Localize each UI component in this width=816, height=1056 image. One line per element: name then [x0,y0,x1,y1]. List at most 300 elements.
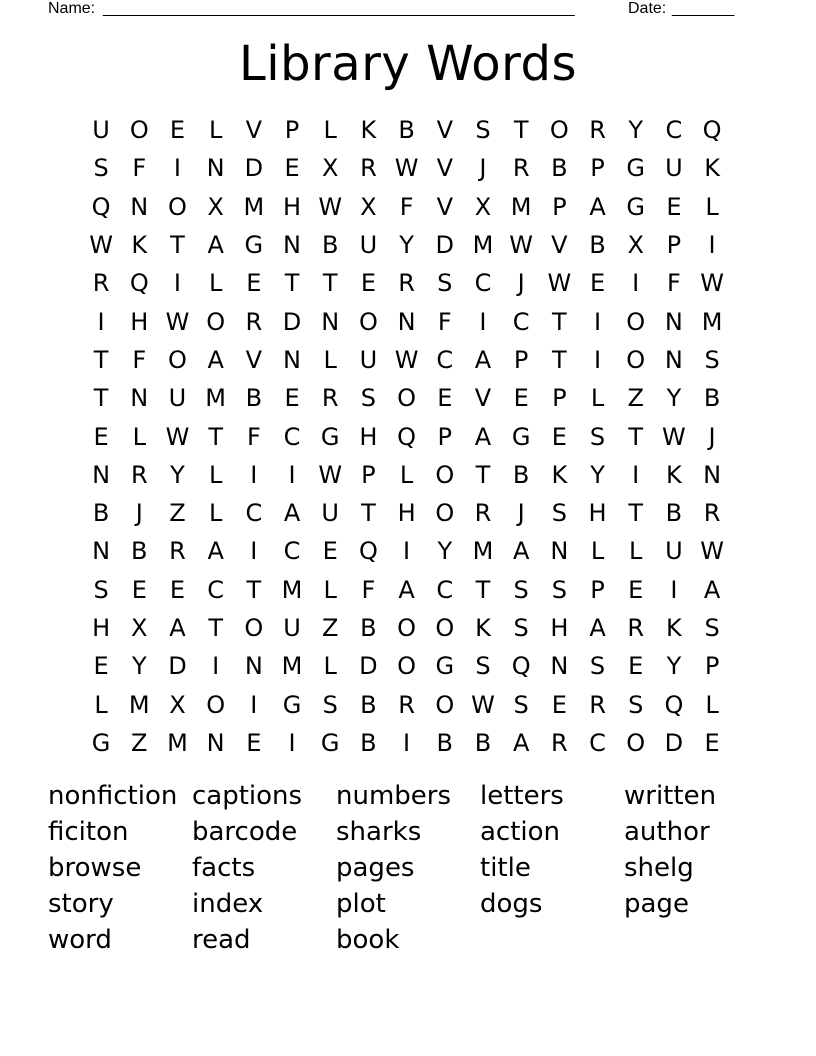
grid-letter: R [130,460,148,489]
grid-letter: K [551,460,568,489]
grid-row [82,379,732,417]
grid-letter: T [552,345,567,374]
grid-letter: U [283,614,301,642]
grid-letter: E [93,652,109,681]
word-list-item: written [624,781,717,811]
grid-letter: I [403,537,411,566]
grid-letter: V [436,116,453,145]
grid-letter: E [169,116,186,145]
word-list [48,778,768,958]
grid-letter: N [664,345,683,374]
grid-letter: M [243,192,265,221]
grid-letter: S [513,690,529,719]
grid-letter: I [403,728,411,757]
grid-letter: Y [170,460,185,489]
grid-row [82,494,732,532]
grid-letter: I [250,690,258,719]
grid-letter: Y [666,652,682,681]
grid-letter: P [704,652,720,681]
grid-letter: N [550,537,569,566]
grid-letter: Y [437,537,453,566]
word-list-item: nonfiction [48,781,178,811]
word-list-item: read [192,925,251,955]
grid-letter: D [244,154,264,183]
grid-letter: Z [627,384,644,413]
word-list-item: plot [336,889,386,919]
grid-letter: A [207,345,224,374]
word-list-item: letters [480,781,564,811]
grid-letter: P [590,575,605,604]
grid-letter: G [282,690,302,719]
grid-letter: O [626,728,646,757]
grid-letter: A [589,192,606,221]
grid-letter: C [436,575,454,604]
grid-letter: S [628,690,644,719]
grid-letter: T [93,345,109,374]
grid-letter: S [322,690,338,719]
grid-letter: M [701,307,723,336]
grid-letter: Y [628,116,644,145]
grid-letter: T [475,460,491,489]
grid-row [82,417,732,455]
grid-letter: R [245,307,263,336]
grid-letter: D [282,307,302,336]
grid-letter: Q [702,116,722,145]
grid-letter: B [551,154,568,183]
grid-letter: R [589,116,606,145]
grid-letter: D [435,231,455,260]
grid-letter: H [588,499,607,528]
grid-letter: A [207,537,224,566]
grid-letter: B [92,499,110,528]
grid-letter: H [550,614,569,642]
grid-letter: B [474,728,492,757]
grid-letter: L [94,690,108,719]
grid-letter: W [394,154,419,183]
grid-letter: N [703,460,722,489]
grid-letter: T [552,307,567,336]
word-list-item: captions [192,781,303,811]
grid-letter: T [284,269,300,298]
grid-row [82,226,732,264]
grid-letter: A [512,728,530,757]
name-field-line: _____________________________________________________ [103,0,575,17]
grid-letter: L [323,652,337,681]
grid-letter: B [360,728,377,757]
grid-letter: C [245,499,263,528]
grid-row [82,685,732,723]
grid-letter: V [551,231,568,260]
grid-row [82,609,732,647]
grid-letter: E [246,728,262,757]
grid-letter: H [130,307,149,336]
grid-letter: Y [399,231,414,260]
grid-letter: B [131,537,148,566]
word-list-item: story [48,889,114,919]
grid-letter: G [320,728,340,757]
grid-letter: F [132,154,147,183]
grid-letter: O [168,192,187,221]
grid-letter: L [323,116,337,145]
grid-letter: C [283,537,301,566]
grid-letter: T [361,499,376,528]
grid-letter: L [590,537,605,566]
grid-row [82,111,732,149]
grid-letter: M [472,537,494,566]
grid-letter: O [129,116,149,145]
grid-letter: V [245,116,263,145]
grid-letter: W [394,345,419,374]
grid-letter: Z [169,499,186,528]
grid-letter: H [283,192,302,221]
grid-letter: X [474,192,492,221]
grid-letter: E [360,269,376,298]
grid-letter: B [589,231,606,260]
grid-letter: W [165,307,190,336]
word-list-item: browse [48,853,142,883]
grid-letter: S [551,499,567,528]
grid-letter: X [360,192,377,221]
grid-letter: S [513,614,529,642]
word-list-item: sharks [336,817,422,847]
grid-letter: M [281,652,303,681]
grid-letter: T [93,384,109,413]
header [48,0,748,20]
grid-letter: U [665,154,683,183]
grid-letter: I [479,307,487,336]
grid-letter: R [398,690,415,719]
grid-letter: N [206,728,225,757]
grid-letter: W [165,422,190,451]
word-list-item: facts [192,853,256,883]
grid-letter: S [93,154,109,183]
word-list-item: page [624,889,689,919]
grid-letter: J [517,269,525,298]
grid-letter: T [322,269,338,298]
grid-letter: C [207,575,225,604]
word-list-item: ficiton [48,817,129,847]
grid-letter: W [509,231,534,260]
grid-letter: R [169,537,186,566]
grid-letter: Q [397,422,417,451]
grid-letter: S [589,652,606,681]
grid-letter: D [359,652,378,681]
grid-letter: I [632,460,640,489]
word-list-item: word [48,925,112,955]
grid-letter: X [627,231,644,260]
word-list-item: action [480,817,561,847]
grid-letter: T [246,575,262,604]
grid-letter: C [665,116,683,145]
grid-letter: P [666,231,682,260]
grid-letter: D [168,652,187,681]
grid-letter: A [474,345,492,374]
grid-letter: T [628,499,644,528]
grid-letter: R [321,384,339,413]
grid-letter: R [703,499,721,528]
grid-letter: V [436,192,453,221]
grid-letter: L [323,575,337,604]
grid-letter: U [665,537,683,566]
word-list-item: title [480,853,531,883]
grid-letter: O [244,614,264,642]
grid-letter: I [593,307,602,336]
grid-letter: I [288,460,296,489]
grid-letter: E [513,384,529,413]
word-list-item: barcode [192,817,298,847]
grid-letter: T [475,575,491,604]
word-search-grid [82,111,732,762]
grid-letter: N [550,652,569,681]
grid-letter: N [130,384,149,413]
grid-letter: G [626,154,646,183]
grid-letter: K [131,231,148,260]
grid-letter: U [168,384,187,413]
grid-letter: P [361,460,376,489]
grid-letter: O [626,307,646,336]
grid-letter: W [700,537,724,566]
grid-letter: A [398,575,415,604]
grid-letter: L [705,192,719,221]
grid-letter: E [169,575,186,604]
grid-letter: W [89,231,113,260]
grid-row [82,456,732,494]
grid-letter: K [360,116,377,145]
grid-letter: A [283,499,301,528]
grid-letter: I [593,345,602,374]
grid-letter: I [670,575,678,604]
grid-letter: O [206,690,226,719]
grid-letter: W [471,690,495,719]
grid-letter: G [511,422,531,451]
grid-row [82,724,732,762]
grid-letter: L [629,537,643,566]
word-list-item: book [336,925,400,955]
grid-letter: A [169,614,186,642]
grid-row [82,302,732,340]
grid-letter: A [512,537,530,566]
grid-letter: W [318,192,343,221]
grid-letter: X [131,614,148,642]
grid-letter: S [360,384,377,413]
grid-letter: R [398,269,415,298]
grid-letter: V [474,384,492,413]
grid-letter: A [474,422,492,451]
grid-letter: E [322,537,338,566]
grid-letter: R [360,154,377,183]
grid-letter: I [173,269,181,298]
grid-letter: M [281,575,303,604]
page-title: Library Words [239,36,577,92]
grid-letter: B [360,614,377,642]
grid-letter: G [320,422,340,451]
grid-letter: N [397,307,416,336]
grid-row [82,571,732,609]
grid-letter: Q [358,537,378,566]
grid-letter: G [626,192,646,221]
grid-letter: L [208,460,223,489]
word-list-item: numbers [336,781,452,811]
grid-letter: O [435,614,455,642]
grid-letter: F [437,307,452,336]
grid-letter: W [547,269,572,298]
grid-letter: U [92,116,110,145]
grid-letter: J [708,422,716,451]
grid-letter: W [700,269,724,298]
grid-letter: I [288,728,296,757]
grid-letter: I [708,231,716,260]
grid-letter: N [92,537,111,566]
grid-letter: R [627,614,645,642]
grid-letter: K [666,460,682,489]
grid-letter: B [703,384,721,413]
grid-letter: I [250,460,258,489]
grid-letter: W [318,460,343,489]
date-field-line: _______ [672,0,735,17]
grid-letter: T [170,231,185,260]
grid-letter: H [397,499,416,528]
grid-row [82,149,732,187]
grid-letter: P [437,422,453,451]
word-list-item: shelg [624,853,694,883]
grid-letter: F [361,575,376,604]
grid-letter: S [513,575,529,604]
grid-letter: R [589,690,606,719]
word-list-item: index [192,889,264,919]
grid-letter: Y [666,384,682,413]
grid-letter: B [436,728,454,757]
grid-letter: B [665,499,683,528]
grid-letter: B [398,116,415,145]
grid-letter: O [168,345,187,374]
grid-letter: K [666,614,682,642]
grid-letter: K [704,154,720,183]
grid-letter: L [208,116,223,145]
grid-letter: L [208,269,223,298]
grid-letter: T [208,614,223,642]
grid-letter: E [628,652,644,681]
grid-letter: P [284,116,300,145]
grid-letter: O [397,652,417,681]
grid-letter: I [97,307,105,336]
grid-letter: A [207,231,224,260]
grid-letter: I [250,537,258,566]
word-list-item: pages [336,853,415,883]
grid-letter: L [705,690,719,719]
grid-letter: I [212,652,220,681]
grid-letter: T [628,422,644,451]
grid-letter: A [703,575,721,604]
grid-letter: S [704,614,720,642]
grid-letter: G [91,728,111,757]
word-list-item: author [624,817,710,847]
grid-letter: K [475,614,491,642]
grid-letter: D [664,728,684,757]
grid-letter: C [436,345,454,374]
grid-letter: X [207,192,224,221]
grid-letter: E [246,269,262,298]
grid-letter: N [92,460,111,489]
grid-letter: O [206,307,226,336]
date-label: Date: [628,0,667,17]
grid-letter: T [208,422,223,451]
grid-letter: N [664,307,683,336]
grid-letter: Z [131,728,148,757]
grid-letter: F [132,345,147,374]
grid-letter: N [283,345,301,374]
grid-letter: F [246,422,261,451]
grid-letter: Y [131,652,147,681]
grid-letter: O [435,499,455,528]
grid-letter: R [474,499,492,528]
grid-letter: L [590,384,605,413]
grid-letter: S [551,575,567,604]
grid-letter: O [435,460,455,489]
grid-letter: F [399,192,414,221]
grid-row [82,647,732,685]
grid-letter: O [549,116,569,145]
grid-letter: E [131,575,147,604]
grid-letter: L [399,460,414,489]
grid-letter: Q [511,652,531,681]
grid-letter: N [321,307,340,336]
grid-letter: N [244,652,263,681]
grid-letter: J [517,499,525,528]
grid-letter: Q [91,192,111,221]
grid-letter: Q [664,690,684,719]
grid-letter: A [589,614,606,642]
grid-letter: B [321,231,339,260]
grid-letter: V [245,345,263,374]
grid-letter: N [283,231,301,260]
grid-letter: B [512,460,530,489]
grid-letter: P [513,345,529,374]
grid-letter: W [662,422,686,451]
grid-letter: M [167,728,188,757]
grid-letter: E [284,154,300,183]
grid-letter: M [205,384,227,413]
grid-letter: R [92,269,110,298]
grid-letter: U [321,499,339,528]
grid-letter: E [589,269,606,298]
grid-letter: E [628,575,644,604]
grid-letter: M [128,690,150,719]
grid-letter: E [551,422,567,451]
grid-letter: P [552,192,567,221]
grid-letter: V [436,154,453,183]
grid-letter: E [437,384,453,413]
grid-letter: R [551,728,568,757]
grid-letter: E [284,384,300,413]
grid-row [82,188,732,226]
grid-letter: C [589,728,606,757]
grid-letter: S [475,116,491,145]
grid-letter: H [359,422,378,451]
grid-row [82,341,732,379]
grid-letter: S [475,652,491,681]
grid-letter: O [358,307,378,336]
name-label: Name: [48,0,96,17]
grid-letter: Q [129,269,149,298]
grid-letter: E [93,422,109,451]
grid-letter: X [169,690,186,719]
grid-letter: U [359,345,378,374]
word-list-item: dogs [480,889,543,919]
grid-letter: M [510,192,532,221]
grid-letter: X [321,154,339,183]
grid-letter: B [245,384,263,413]
grid-letter: G [244,231,264,260]
